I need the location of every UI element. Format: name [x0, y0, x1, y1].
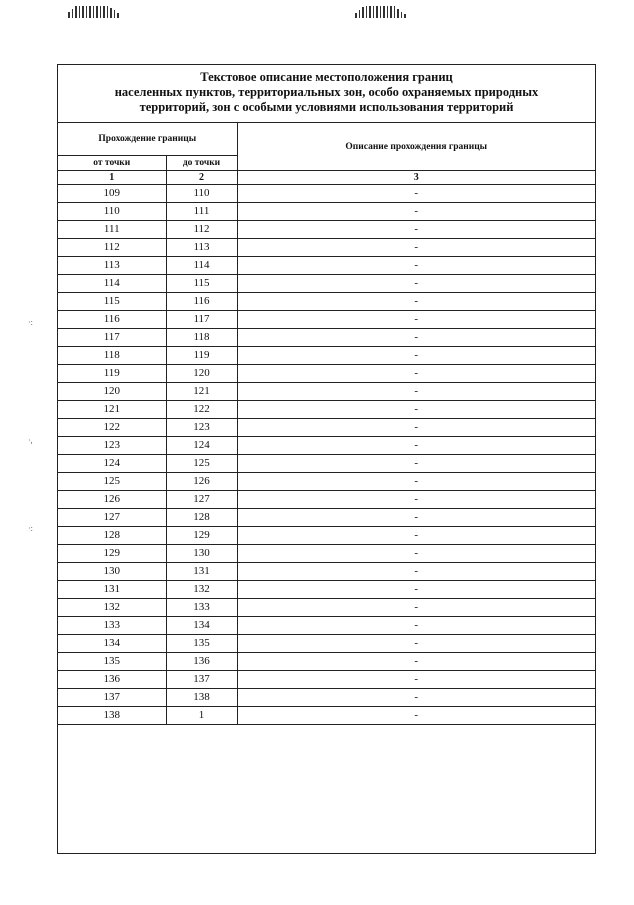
- cell-description: -: [237, 257, 595, 275]
- scan-speck: ·:: [28, 524, 33, 533]
- table-row: [58, 203, 595, 221]
- cell-from-point: 120: [58, 383, 166, 401]
- cell-to-point: 115: [166, 275, 237, 293]
- document-sheet: [57, 64, 596, 854]
- cell-from-point: 123: [58, 437, 166, 455]
- table-row: [58, 617, 595, 635]
- table-row: [58, 689, 595, 707]
- title-line-2: населенных пунктов, территориальных зон, особо охраняемых природных: [114, 85, 539, 99]
- cell-to-point: 116: [166, 293, 237, 311]
- cell-to-point: 138: [166, 689, 237, 707]
- cell-from-point: 125: [58, 473, 166, 491]
- table-row: [58, 275, 595, 293]
- cell-to-point: 120: [166, 365, 237, 383]
- cell-to-point: 112: [166, 221, 237, 239]
- table-row: [58, 581, 595, 599]
- cell-from-point: 135: [58, 653, 166, 671]
- cell-to-point: 133: [166, 599, 237, 617]
- cell-to-point: 123: [166, 419, 237, 437]
- cell-from-point: 121: [58, 401, 166, 419]
- cell-to-point: 118: [166, 329, 237, 347]
- cell-from-point: 113: [58, 257, 166, 275]
- scan-artifact-right: [355, 6, 406, 18]
- table-row: [58, 563, 595, 581]
- cell-from-point: 131: [58, 581, 166, 599]
- boundary-table: [58, 123, 595, 725]
- cell-description: -: [237, 455, 595, 473]
- cell-description: -: [237, 563, 595, 581]
- cell-description: -: [237, 419, 595, 437]
- cell-from-point: 134: [58, 635, 166, 653]
- cell-to-point: 134: [166, 617, 237, 635]
- title-line-3: территорий, зон с особыми условиями использования территорий: [139, 100, 514, 114]
- cell-to-point: 119: [166, 347, 237, 365]
- table-row: [58, 365, 595, 383]
- cell-description: -: [237, 383, 595, 401]
- cell-description: -: [237, 401, 595, 419]
- cell-description: -: [237, 275, 595, 293]
- cell-description: -: [237, 671, 595, 689]
- table-row: [58, 509, 595, 527]
- table-row: [58, 635, 595, 653]
- cell-description: -: [237, 347, 595, 365]
- col-number-2: 2: [166, 171, 237, 185]
- cell-to-point: 127: [166, 491, 237, 509]
- cell-to-point: 135: [166, 635, 237, 653]
- cell-description: -: [237, 599, 595, 617]
- scan-speck: ·,: [28, 436, 33, 445]
- cell-to-point: 113: [166, 239, 237, 257]
- title-line-1: Текстовое описание местоположения границ: [200, 70, 453, 84]
- table-row: [58, 239, 595, 257]
- cell-description: -: [237, 437, 595, 455]
- cell-to-point: 121: [166, 383, 237, 401]
- cell-description: -: [237, 221, 595, 239]
- table-row: [58, 257, 595, 275]
- cell-from-point: 116: [58, 311, 166, 329]
- cell-description: -: [237, 689, 595, 707]
- document-title: [58, 65, 595, 123]
- cell-to-point: 125: [166, 455, 237, 473]
- cell-description: -: [237, 239, 595, 257]
- cell-description: -: [237, 293, 595, 311]
- cell-to-point: 117: [166, 311, 237, 329]
- table-row: [58, 293, 595, 311]
- cell-to-point: 129: [166, 527, 237, 545]
- cell-to-point: 128: [166, 509, 237, 527]
- table-row: [58, 221, 595, 239]
- cell-to-point: 111: [166, 203, 237, 221]
- cell-to-point: 126: [166, 473, 237, 491]
- cell-description: -: [237, 581, 595, 599]
- cell-from-point: 127: [58, 509, 166, 527]
- cell-from-point: 115: [58, 293, 166, 311]
- cell-from-point: 122: [58, 419, 166, 437]
- cell-description: -: [237, 653, 595, 671]
- cell-description: -: [237, 635, 595, 653]
- cell-description: -: [237, 203, 595, 221]
- col-number-3: 3: [237, 171, 595, 185]
- table-row: [58, 599, 595, 617]
- cell-from-point: 130: [58, 563, 166, 581]
- table-row: [58, 185, 595, 203]
- cell-to-point: 131: [166, 563, 237, 581]
- table-row: [58, 653, 595, 671]
- cell-to-point: 114: [166, 257, 237, 275]
- table-row: [58, 671, 595, 689]
- col-number-1: 1: [58, 171, 166, 185]
- cell-to-point: 130: [166, 545, 237, 563]
- table-row: [58, 401, 595, 419]
- cell-from-point: 112: [58, 239, 166, 257]
- scan-artifact-left: [68, 6, 119, 18]
- header-to-point: до точки: [166, 156, 237, 171]
- cell-from-point: 118: [58, 347, 166, 365]
- cell-description: -: [237, 185, 595, 203]
- cell-from-point: 138: [58, 707, 166, 725]
- cell-from-point: 117: [58, 329, 166, 347]
- cell-description: -: [237, 329, 595, 347]
- cell-description: -: [237, 311, 595, 329]
- table-row: [58, 527, 595, 545]
- table-row: [58, 311, 595, 329]
- cell-description: -: [237, 545, 595, 563]
- table-row: [58, 329, 595, 347]
- cell-from-point: 114: [58, 275, 166, 293]
- cell-description: -: [237, 509, 595, 527]
- header-description: Описание прохождения границы: [237, 123, 595, 171]
- header-from-point: от точки: [58, 156, 166, 171]
- scan-speck: ·:: [28, 318, 33, 327]
- cell-to-point: 132: [166, 581, 237, 599]
- header-boundary-passage: Прохождение границы: [58, 123, 237, 156]
- cell-description: -: [237, 473, 595, 491]
- cell-from-point: 132: [58, 599, 166, 617]
- cell-description: -: [237, 527, 595, 545]
- table-row: [58, 473, 595, 491]
- table-row: [58, 383, 595, 401]
- table-row: [58, 437, 595, 455]
- table-row: [58, 347, 595, 365]
- cell-description: -: [237, 707, 595, 725]
- cell-from-point: 128: [58, 527, 166, 545]
- cell-description: -: [237, 617, 595, 635]
- cell-from-point: 110: [58, 203, 166, 221]
- table-row: [58, 419, 595, 437]
- cell-from-point: 129: [58, 545, 166, 563]
- table-row: [58, 491, 595, 509]
- table-row: [58, 707, 595, 725]
- cell-description: -: [237, 365, 595, 383]
- table-row: [58, 545, 595, 563]
- table-row: [58, 455, 595, 473]
- cell-from-point: 111: [58, 221, 166, 239]
- cell-from-point: 119: [58, 365, 166, 383]
- cell-to-point: 1: [166, 707, 237, 725]
- cell-from-point: 133: [58, 617, 166, 635]
- cell-from-point: 137: [58, 689, 166, 707]
- cell-to-point: 137: [166, 671, 237, 689]
- cell-from-point: 136: [58, 671, 166, 689]
- cell-to-point: 136: [166, 653, 237, 671]
- cell-description: -: [237, 491, 595, 509]
- cell-to-point: 110: [166, 185, 237, 203]
- cell-to-point: 124: [166, 437, 237, 455]
- cell-from-point: 109: [58, 185, 166, 203]
- cell-from-point: 124: [58, 455, 166, 473]
- cell-from-point: 126: [58, 491, 166, 509]
- cell-to-point: 122: [166, 401, 237, 419]
